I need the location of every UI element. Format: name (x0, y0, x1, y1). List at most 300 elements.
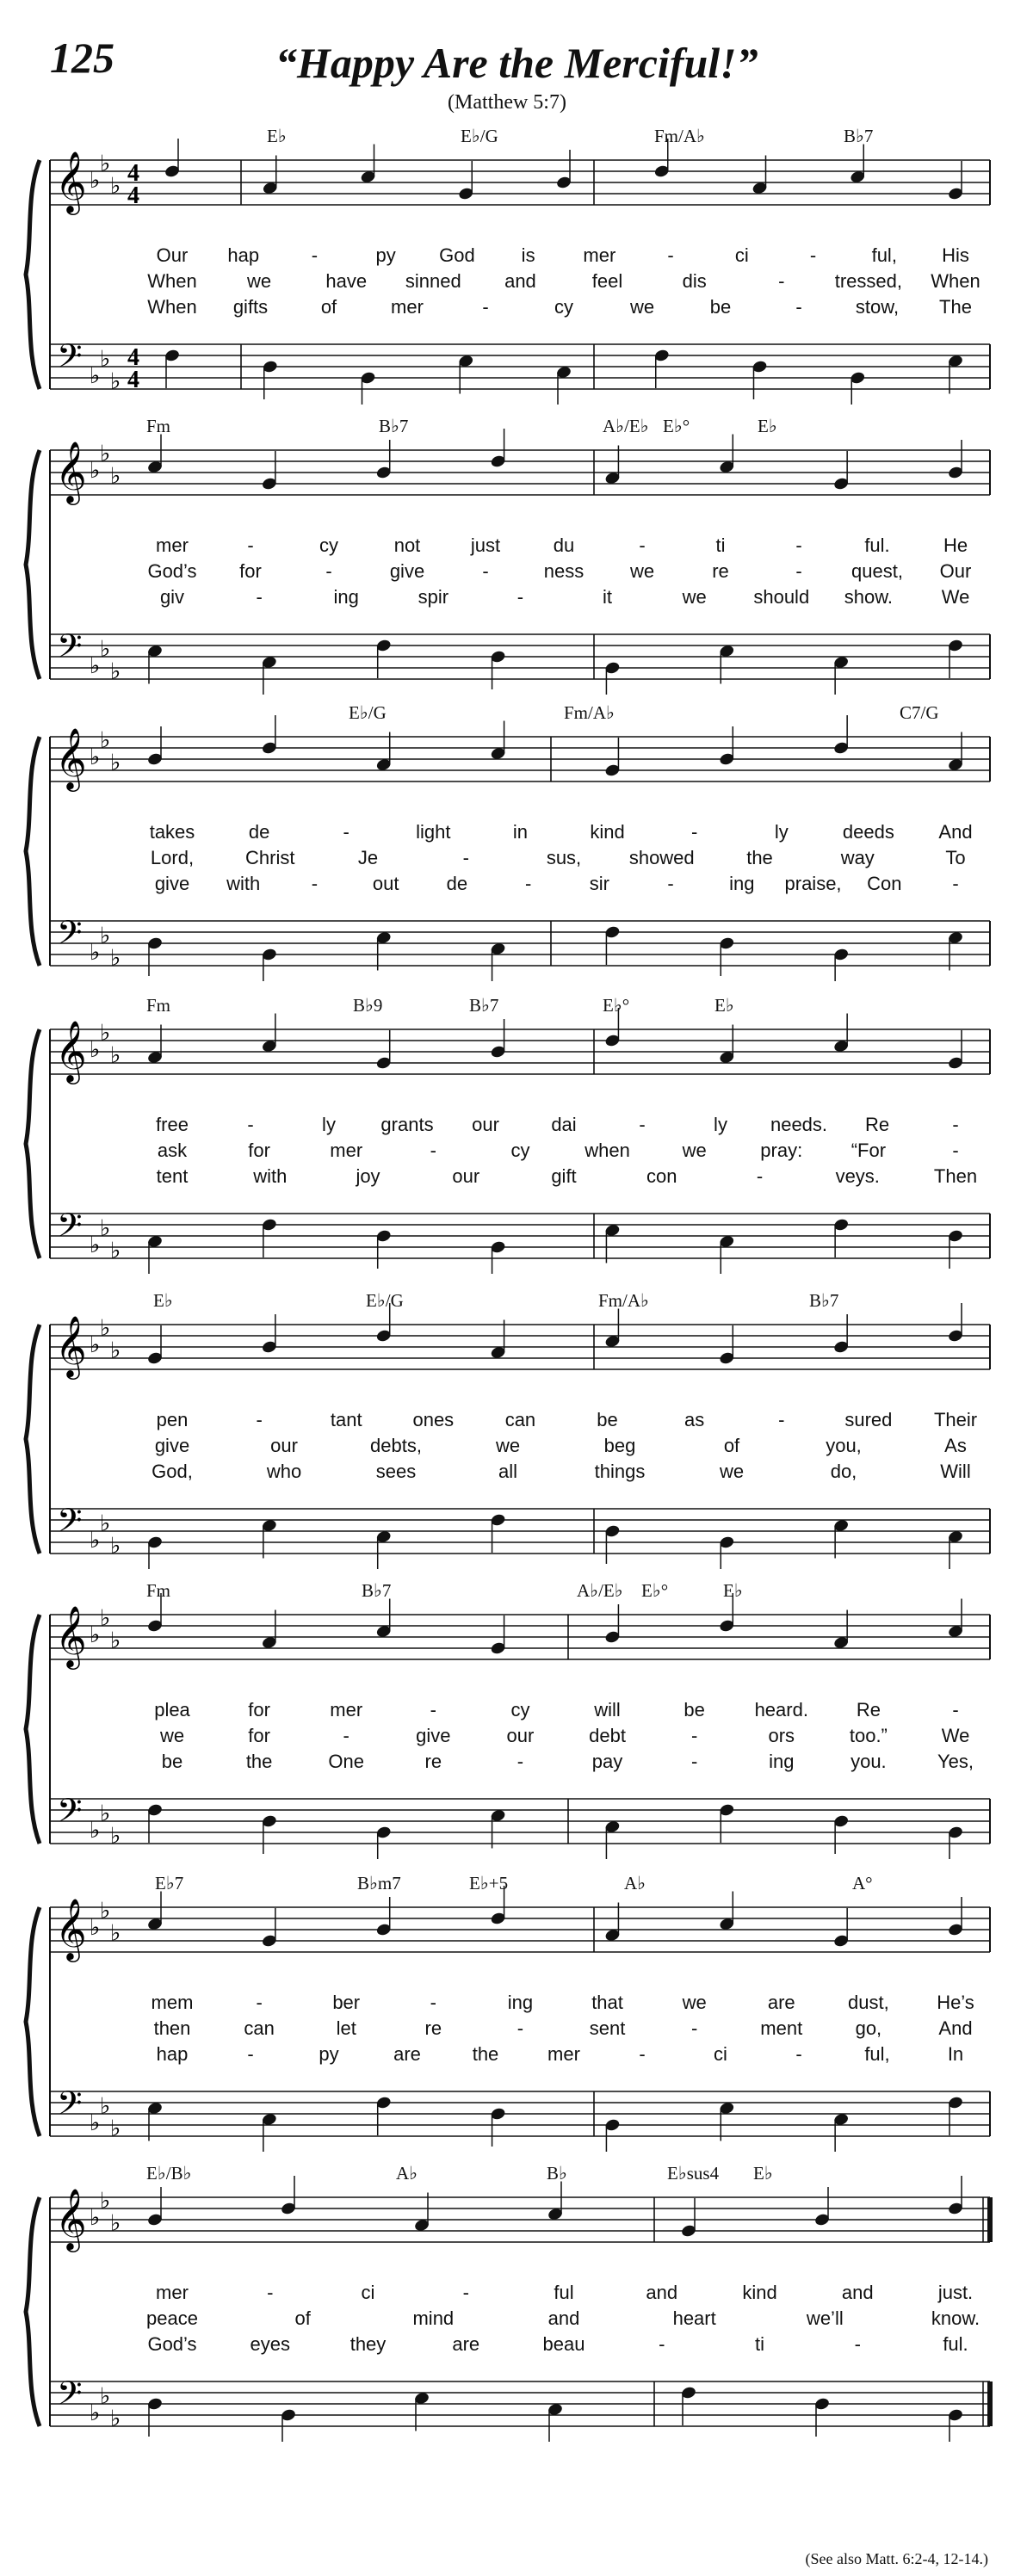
verse-2-syllable: - (430, 1140, 436, 1161)
verse-2-syllable: we (495, 1435, 521, 1456)
treble-clef: 𝄞 (55, 1604, 87, 1667)
staff-system (0, 1294, 1033, 1569)
verse-1-syllable: just (470, 534, 501, 556)
verse-3-syllable: we (719, 1461, 745, 1482)
verse-3-syllable: spir (418, 586, 449, 608)
verse-3-syllable: - (756, 1165, 764, 1187)
verse-3-syllable: giv (159, 586, 185, 608)
verse-1-syllable: heard. (754, 1699, 808, 1720)
verse-1-syllable: ful, (871, 244, 897, 266)
verse-2-syllable: and (547, 2307, 580, 2329)
verse-1-syllable: de (248, 821, 270, 843)
verse-3-syllable: gifts (232, 296, 269, 318)
system-5 (0, 1290, 1033, 1569)
chord-symbol: B♭9 (353, 995, 383, 1016)
chord-symbol: B♭7 (844, 126, 874, 146)
chord-symbol: Fm (146, 416, 171, 436)
bass-clef: 𝄢 (57, 1791, 83, 1838)
time-signature-top: 4 (127, 160, 139, 187)
verse-1-syllable: - (462, 2282, 469, 2303)
key-signature-flat: ♭ (100, 441, 111, 467)
verse-3-syllable: - (952, 873, 959, 894)
time-signature-bottom: 4 (127, 367, 139, 393)
key-signature-flat: ♭ (90, 1528, 101, 1554)
verse-1-syllable: mem (151, 1992, 194, 2013)
time-signature-bottom: 4 (127, 182, 139, 209)
verse-2-syllable: - (690, 2017, 698, 2039)
verse-2-syllable: sent (589, 2017, 626, 2039)
verse-3-syllable: it (603, 586, 613, 608)
verse-2-syllable: As (944, 1435, 967, 1456)
verse-1-syllable: ly (774, 821, 789, 843)
verse-2-syllable: let (336, 2017, 356, 2039)
verse-1-syllable: - (256, 1992, 263, 2013)
key-signature-flat: ♭ (110, 2116, 121, 2142)
verse-1-syllable: ber (332, 1992, 361, 2013)
verse-1-syllable: tant (330, 1409, 362, 1430)
chord-symbol: Fm (146, 995, 171, 1016)
verse-3-syllable: show. (844, 586, 894, 608)
key-signature-flat: ♭ (110, 173, 121, 200)
verse-2-syllable: “For (851, 1140, 887, 1161)
verse-2-syllable: know. (931, 2307, 980, 2329)
chord-symbol: E♭ (723, 1580, 743, 1601)
verse-1-syllable: - (778, 1409, 785, 1430)
verse-1-syllable: - (952, 1699, 959, 1720)
verse-1-syllable: du (553, 534, 575, 556)
verse-2-syllable: for (248, 1140, 270, 1161)
verse-2-syllable: we (159, 1725, 185, 1746)
verse-3-syllable: - (854, 2333, 861, 2355)
verse-1-syllable: ly (714, 1114, 727, 1135)
verse-1-syllable: God (439, 244, 475, 266)
verse-2-syllable: peace (146, 2307, 198, 2329)
verse-1-syllable: be (597, 1409, 618, 1430)
chord-symbol: A♭ (624, 1873, 646, 1893)
verse-3-syllable: do, (830, 1461, 857, 1482)
verse-3-syllable: beau (542, 2333, 585, 2355)
verse-3-syllable: be (161, 1751, 183, 1772)
verse-2-syllable: - (343, 1725, 349, 1746)
key-signature-flat: ♭ (100, 2188, 111, 2215)
verse-2-syllable: When (931, 270, 980, 292)
key-signature-flat: ♭ (90, 2400, 101, 2426)
verse-3-syllable: ing (333, 586, 359, 608)
chord-symbol: Fm/A♭ (564, 702, 615, 723)
verse-3-syllable: Then (933, 1165, 978, 1187)
key-signature-flat: ♭ (100, 923, 111, 949)
verse-3-syllable: One (328, 1751, 365, 1772)
verse-2-syllable: Je (357, 847, 379, 868)
bass-clef: 𝄢 (57, 913, 83, 960)
verse-1-syllable: Re (864, 1114, 890, 1135)
verse-3-syllable: our (452, 1165, 480, 1187)
verse-1-syllable: Our (156, 244, 189, 266)
verse-3-syllable: - (247, 2043, 254, 2065)
verse-3-syllable: veys. (835, 1165, 880, 1187)
verse-3-syllable: tent (156, 1165, 189, 1187)
brace (26, 160, 40, 389)
chord-symbol: E♭+5 (469, 1873, 509, 1893)
verse-1-syllable: mer (156, 534, 189, 556)
brace (26, 1615, 40, 1844)
verse-2-syllable: - (778, 270, 785, 292)
verse-3-syllable: con (646, 1165, 677, 1187)
verse-1-syllable: He’s (937, 1992, 974, 2013)
treble-clef: 𝄞 (55, 440, 87, 503)
verse-2-syllable: When (147, 270, 197, 292)
chord-symbol: E♭7 (155, 1873, 184, 1893)
system-1 (0, 126, 1033, 405)
verse-3-syllable: The (939, 296, 972, 318)
key-signature-flat: ♭ (110, 1823, 121, 1850)
key-signature-flat: ♭ (110, 1238, 121, 1264)
verse-2-syllable: re (712, 560, 729, 582)
verse-3-syllable: pay (591, 1751, 623, 1772)
key-signature-flat: ♭ (90, 1915, 101, 1941)
verse-3-syllable: God’s (147, 2333, 197, 2355)
verse-2-syllable: feel (591, 270, 623, 292)
verse-2-syllable: mer (330, 1140, 363, 1161)
verse-2-syllable: debt (589, 1725, 626, 1746)
verse-2-syllable: showed (628, 847, 695, 868)
verse-1-syllable: needs. (770, 1114, 828, 1135)
verse-1-syllable: ones (412, 1409, 455, 1430)
chord-symbol: B♭7 (469, 995, 499, 1016)
verse-2-syllable: Lord, (150, 847, 195, 868)
verse-1-syllable: kind (590, 821, 625, 843)
key-signature-flat: ♭ (100, 151, 111, 177)
verse-3-syllable: out (372, 873, 399, 894)
verse-2-syllable: sus, (546, 847, 582, 868)
brace (26, 2197, 40, 2426)
verse-1-syllable: - (247, 1114, 254, 1135)
verse-3-syllable: gift (551, 1165, 577, 1187)
verse-1-syllable: takes (149, 821, 195, 843)
key-signature-flat: ♭ (90, 653, 101, 679)
bass-clef: 𝄢 (57, 337, 83, 383)
verse-1-syllable: - (430, 1699, 436, 1720)
verse-2-syllable: we’ll (806, 2307, 844, 2329)
key-signature-flat: ♭ (100, 1215, 111, 1242)
staff-system (0, 706, 1033, 981)
verse-1-syllable: dai (551, 1114, 577, 1135)
verse-1-syllable: light (416, 821, 451, 843)
verse-1-syllable: py (375, 244, 396, 266)
verse-2-syllable: We (941, 1725, 970, 1746)
chord-symbol: E♭ (753, 2163, 773, 2184)
brace (26, 737, 40, 966)
verse-1-syllable: can (504, 1409, 536, 1430)
treble-clef: 𝄞 (55, 150, 87, 213)
verse-2-syllable: give (154, 1435, 190, 1456)
brace (26, 1907, 40, 2136)
chord-symbol: Fm/A♭ (654, 126, 705, 146)
verse-2-syllable: - (462, 847, 469, 868)
verse-2-syllable: our (506, 1725, 535, 1746)
verse-1-syllable: - (267, 2282, 274, 2303)
bass-clef: 𝄢 (57, 2084, 83, 2130)
verse-2-syllable: too.” (849, 1725, 888, 1746)
chord-symbol: B♭7 (362, 1580, 392, 1601)
chord-symbol: B♭7 (809, 1290, 839, 1311)
verse-2-syllable: re (424, 2017, 442, 2039)
verse-2-syllable: ness (543, 560, 585, 582)
verse-1-syllable: His (942, 244, 969, 266)
verse-1-syllable: mer (583, 244, 616, 266)
verse-3-syllable: - (524, 873, 532, 894)
scripture-reference: (Matthew 5:7) (448, 91, 566, 114)
key-signature-flat: ♭ (110, 1533, 121, 1560)
verse-2-syllable: mind (412, 2307, 455, 2329)
verse-2-syllable: our (270, 1435, 298, 1456)
verse-1-syllable: be (684, 1699, 705, 1720)
chord-symbol: E♭sus4 (667, 2163, 720, 2184)
verse-2-syllable: ors (768, 1725, 795, 1746)
key-signature-flat: ♭ (110, 463, 121, 490)
verse-2-syllable: for (248, 1725, 270, 1746)
chord-symbol: B♭m7 (357, 1873, 401, 1893)
verse-3-syllable: In (947, 2043, 964, 2065)
verse-1-syllable: - (690, 821, 698, 843)
verse-1-syllable: - (667, 244, 674, 266)
key-signature-flat: ♭ (110, 750, 121, 776)
verse-2-syllable: of (294, 2307, 311, 2329)
verse-3-syllable: - (311, 873, 319, 894)
verse-3-syllable: the (245, 1751, 273, 1772)
verse-2-syllable: dis (682, 270, 707, 292)
verse-1-syllable: - (639, 534, 646, 556)
verse-1-syllable: ful (554, 2282, 574, 2303)
verse-2-syllable: cy (510, 1140, 530, 1161)
key-signature-flat: ♭ (110, 2210, 121, 2237)
chord-symbol: A♭/E♭ (577, 1580, 623, 1601)
verse-3-syllable: - (516, 1751, 524, 1772)
verse-1-syllable: And (938, 821, 973, 843)
key-signature-flat: ♭ (90, 744, 101, 770)
verse-2-syllable: heart (672, 2307, 716, 2329)
chord-symbol: A♭/E♭ (603, 416, 649, 436)
verse-1-syllable: grants (380, 1114, 434, 1135)
system-2 (0, 416, 1033, 695)
verse-2-syllable: And (938, 2017, 973, 2039)
verse-1-syllable: for (248, 1699, 270, 1720)
verse-1-syllable: He (943, 534, 968, 556)
verse-3-syllable: joy (356, 1165, 380, 1187)
verse-2-syllable: and (504, 270, 536, 292)
staff-system (0, 419, 1033, 695)
verse-3-syllable: give (154, 873, 190, 894)
verse-1-syllable: dust, (848, 1992, 889, 2013)
system-7 (0, 1873, 1033, 2152)
chord-symbol: E♭° (641, 1580, 669, 1601)
verse-3-syllable: with (226, 873, 261, 894)
verse-1-syllable: pen (156, 1409, 189, 1430)
verse-3-syllable: God, (152, 1461, 193, 1482)
verse-1-syllable: that (591, 1992, 623, 2013)
key-signature-flat: ♭ (110, 1920, 121, 1947)
verse-2-syllable: - (325, 560, 332, 582)
verse-2-syllable: tressed, (834, 270, 903, 292)
verse-3-syllable: - (667, 873, 674, 894)
key-signature-flat: ♭ (100, 1510, 111, 1537)
verse-3-syllable: - (795, 2043, 802, 2065)
verse-3-syllable: ci (714, 2043, 727, 2065)
verse-2-syllable: of (723, 1435, 740, 1456)
chord-symbol: C7/G (900, 702, 939, 723)
staff-system (0, 1584, 1033, 1859)
verse-3-syllable: eyes (250, 2333, 290, 2355)
chord-symbol: Fm (146, 1580, 171, 1601)
verse-3-syllable: - (690, 1751, 698, 1772)
verse-2-syllable: - (795, 560, 802, 582)
verse-1-syllable: free (156, 1114, 189, 1135)
chord-symbol: B♭7 (379, 416, 409, 436)
key-signature-flat: ♭ (110, 2406, 121, 2432)
verse-3-syllable: things (594, 1461, 646, 1482)
key-signature-flat: ♭ (100, 1801, 111, 1827)
verse-3-syllable: ful. (943, 2333, 968, 2355)
key-signature-flat: ♭ (90, 1037, 101, 1063)
verse-3-syllable: sir (589, 873, 609, 894)
verse-1-syllable: ci (734, 244, 749, 266)
verse-1-syllable: - (795, 534, 802, 556)
key-signature-flat: ♭ (100, 1020, 111, 1047)
chord-symbol: A° (852, 1873, 873, 1893)
chord-symbol: E♭/G (349, 702, 387, 723)
verse-2-syllable: give (389, 560, 425, 582)
verse-1-syllable: - (952, 1114, 959, 1135)
verse-3-syllable: the (472, 2043, 499, 2065)
key-signature-flat: ♭ (100, 727, 111, 754)
verse-3-syllable: stow, (855, 296, 900, 318)
verse-1-syllable: as (684, 1409, 705, 1430)
verse-2-syllable: we (682, 1140, 707, 1161)
treble-clef: 𝄞 (55, 1314, 87, 1377)
key-signature-flat: ♭ (110, 368, 121, 395)
verse-1-syllable: cy (510, 1699, 530, 1720)
key-signature-flat: ♭ (90, 940, 101, 966)
staff-system (0, 129, 1033, 405)
verse-3-syllable: - (795, 296, 802, 318)
brace (26, 450, 40, 679)
chord-symbol: Fm/A♭ (598, 1290, 649, 1311)
key-signature-flat: ♭ (100, 2093, 111, 2120)
verse-2-syllable: beg (603, 1435, 636, 1456)
verse-2-syllable: can (244, 2017, 275, 2039)
verse-1-syllable: - (343, 821, 349, 843)
verse-2-syllable: quest, (851, 560, 903, 582)
treble-clef: 𝄞 (55, 1897, 87, 1960)
verse-2-syllable: go, (855, 2017, 882, 2039)
key-signature-flat: ♭ (100, 636, 111, 663)
key-signature-flat: ♭ (90, 168, 101, 194)
hymn-number: 125 (50, 34, 114, 82)
verse-2-syllable: - (952, 1140, 959, 1161)
verse-2-syllable: Christ (245, 847, 295, 868)
verse-2-syllable: we (629, 560, 655, 582)
verse-3-syllable: we (682, 586, 707, 608)
verse-2-syllable: you, (826, 1435, 862, 1456)
verse-1-syllable: - (247, 534, 254, 556)
verse-1-syllable: cy (319, 534, 338, 556)
key-signature-flat: ♭ (90, 363, 101, 389)
verse-1-syllable: - (430, 1992, 436, 2013)
verse-3-syllable: should (753, 586, 810, 608)
verse-3-syllable: they (349, 2333, 387, 2355)
verse-3-syllable: - (639, 2043, 646, 2065)
verse-1-syllable: - (311, 244, 319, 266)
verse-3-syllable: mer (391, 296, 424, 318)
verse-3-syllable: of (320, 296, 337, 318)
time-signature-top: 4 (127, 344, 139, 371)
key-signature-flat: ♭ (100, 1315, 111, 1342)
verse-3-syllable: you. (851, 1751, 887, 1772)
bass-clef: 𝄢 (57, 627, 83, 673)
chord-symbol: E♭/B♭ (146, 2163, 192, 2184)
verse-1-syllable: not (393, 534, 421, 556)
verse-1-syllable: hap (227, 244, 260, 266)
verse-3-syllable: - (482, 296, 489, 318)
verse-3-syllable: all (498, 1461, 518, 1482)
verse-3-syllable: hap (156, 2043, 189, 2065)
verse-3-syllable: ful, (864, 2043, 890, 2065)
chord-symbol: E♭/G (461, 126, 498, 146)
system-8 (0, 2163, 1033, 2442)
verse-3-syllable: praise, (784, 873, 842, 894)
verse-3-syllable: Con (867, 873, 902, 894)
verse-2-syllable: way (840, 847, 875, 868)
verse-2-syllable: God’s (147, 560, 197, 582)
verse-3-syllable: mer (547, 2043, 580, 2065)
verse-1-syllable: we (682, 1992, 707, 2013)
key-signature-flat: ♭ (110, 1628, 121, 1654)
verse-1-syllable: Re (856, 1699, 881, 1720)
verse-3-syllable: We (941, 586, 970, 608)
treble-clef: 𝄞 (55, 1019, 87, 1082)
key-signature-flat: ♭ (90, 2110, 101, 2136)
key-signature-flat: ♭ (110, 1337, 121, 1364)
brace (26, 1325, 40, 1554)
verse-3-syllable: with (253, 1165, 288, 1187)
chord-symbol: E♭ (758, 416, 777, 436)
system-3 (0, 702, 1033, 981)
verse-3-syllable: When (147, 296, 197, 318)
key-signature-flat: ♭ (100, 1605, 111, 1632)
verse-3-syllable: who (266, 1461, 302, 1482)
verse-2-syllable: have (325, 270, 368, 292)
verse-1-syllable: - (256, 1409, 263, 1430)
verse-1-syllable: - (809, 244, 817, 266)
verse-3-syllable: ing (769, 1751, 795, 1772)
key-signature-flat: ♭ (90, 2205, 101, 2231)
key-signature-flat: ♭ (100, 1898, 111, 1924)
verse-1-syllable: is (521, 244, 535, 266)
verse-1-syllable: and (646, 2282, 678, 2303)
verse-3-syllable: are (452, 2333, 480, 2355)
verse-1-syllable: in (512, 821, 528, 843)
key-signature-flat: ♭ (90, 458, 101, 484)
hymn-title: “Happy Are the Merciful!” (275, 39, 758, 87)
verse-3-syllable: de (446, 873, 468, 894)
system-4 (0, 995, 1033, 1274)
treble-clef: 𝄞 (55, 2187, 87, 2250)
key-signature-flat: ♭ (90, 1232, 101, 1258)
staff-system (0, 1876, 1033, 2152)
bass-clef: 𝄢 (57, 1206, 83, 1252)
chord-symbol: E♭° (663, 416, 690, 436)
chord-symbol: E♭ (153, 1290, 173, 1311)
